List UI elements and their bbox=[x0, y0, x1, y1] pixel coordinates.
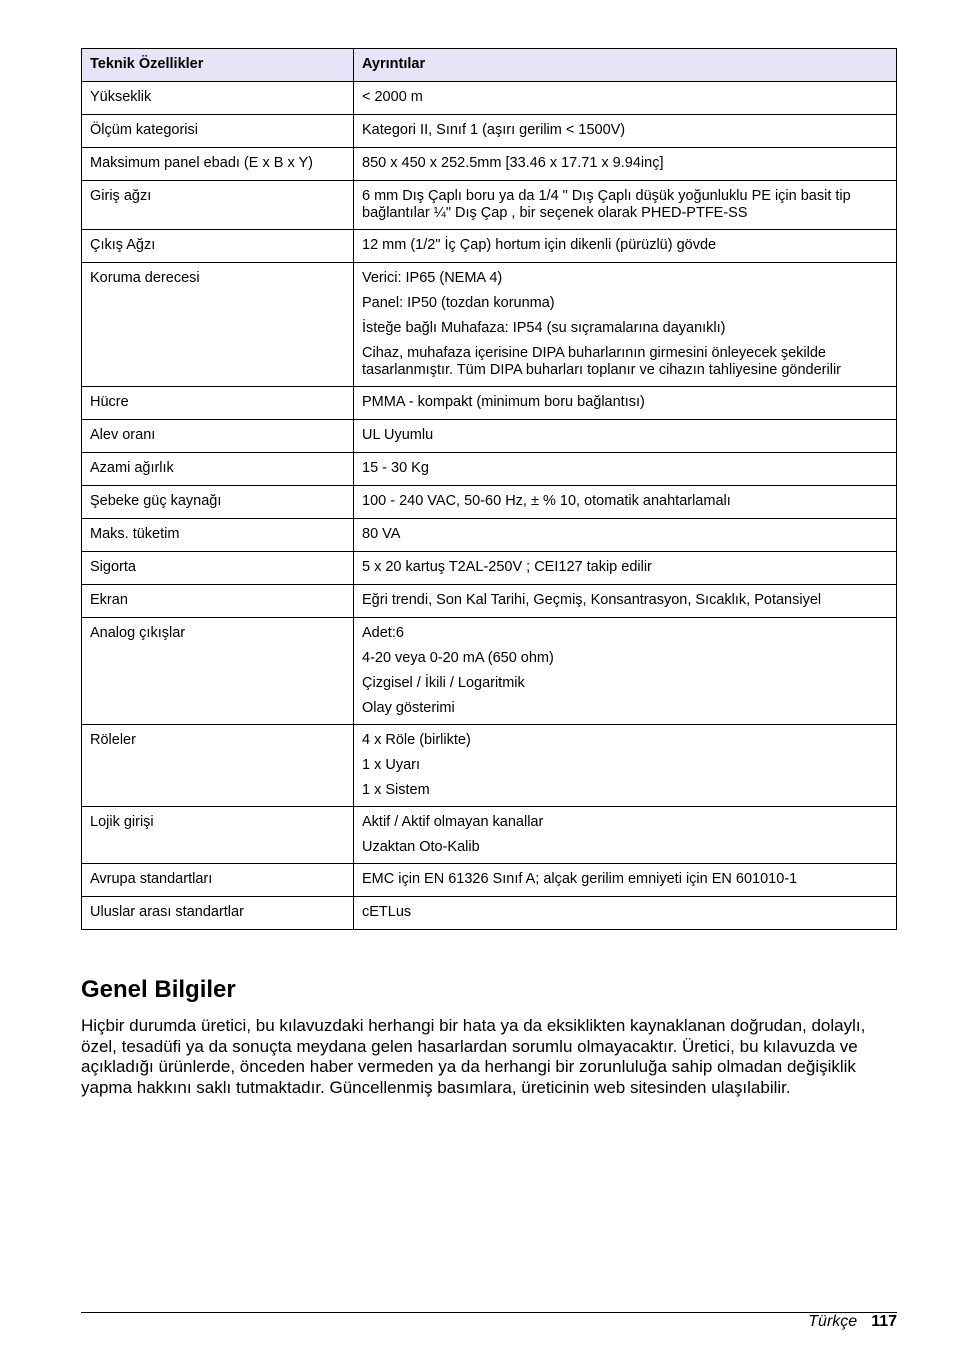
spec-details bbox=[354, 585, 897, 618]
spec-details bbox=[354, 897, 897, 930]
spec-label: Çıkış Ağzı bbox=[82, 230, 354, 263]
spec-details bbox=[354, 519, 897, 552]
spec-label: Koruma derecesi bbox=[82, 263, 354, 387]
spec-label: Şebeke güç kaynağı bbox=[82, 486, 354, 519]
spec-label: Yükseklik bbox=[82, 82, 354, 115]
spec-label: Ekran bbox=[82, 585, 354, 618]
detail-line: cETLus bbox=[362, 904, 412, 920]
spec-label: Maks. tüketim bbox=[82, 519, 354, 552]
table-row bbox=[82, 552, 897, 585]
table-row bbox=[82, 453, 897, 486]
spec-label: Alev oranı bbox=[82, 420, 354, 453]
table-row bbox=[82, 420, 897, 453]
spec-details bbox=[354, 486, 897, 519]
detail-line: < 2000 m bbox=[362, 89, 423, 105]
specifications-table bbox=[81, 48, 897, 930]
spec-label: Azami ağırlık bbox=[82, 453, 354, 486]
table-row bbox=[82, 864, 897, 897]
detail-line: 1 x Uyarı bbox=[362, 757, 421, 773]
header-specification: Teknik Özellikler bbox=[82, 49, 354, 82]
detail-line: 6 mm Dış Çaplı boru ya da 1/4 " Dış Çaplı düşük yoğunluklu PE için basit tip bağlantılar ¼" Dış Çap , bir seçenek olarak PHED-PTFE-SS bbox=[362, 188, 851, 221]
spec-label: Uluslar arası standartlar bbox=[82, 897, 354, 930]
detail-line: 4 x Röle (birlikte) bbox=[362, 732, 471, 748]
table-row bbox=[82, 618, 897, 725]
footer-language: Türkçe bbox=[808, 1313, 858, 1330]
section-heading: Genel Bilgiler bbox=[81, 976, 236, 1003]
header-details: Ayrıntılar bbox=[354, 49, 897, 82]
spec-label: Sigorta bbox=[82, 552, 354, 585]
detail-line: 15 - 30 Kg bbox=[362, 460, 429, 476]
detail-line: 80 VA bbox=[362, 526, 401, 542]
table-body bbox=[82, 82, 897, 930]
spec-details bbox=[354, 420, 897, 453]
table-row bbox=[82, 387, 897, 420]
footer-divider bbox=[81, 1312, 897, 1313]
spec-details bbox=[354, 725, 897, 807]
table-row bbox=[82, 519, 897, 552]
table-row bbox=[82, 486, 897, 519]
detail-line: Çizgisel / İkili / Logaritmik bbox=[362, 675, 525, 691]
table-row bbox=[82, 585, 897, 618]
detail-line: PMMA - kompakt (minimum boru bağlantısı) bbox=[362, 394, 645, 410]
page-footer bbox=[808, 1311, 897, 1333]
table-row bbox=[82, 181, 897, 230]
spec-details bbox=[354, 552, 897, 585]
spec-label: Lojik girişi bbox=[82, 807, 354, 864]
spec-details bbox=[354, 115, 897, 148]
spec-details bbox=[354, 453, 897, 486]
detail-line: EMC için EN 61326 Sınıf A; alçak gerilim emniyeti için EN 601010-1 bbox=[362, 871, 798, 887]
spec-details bbox=[354, 807, 897, 864]
table-row bbox=[82, 115, 897, 148]
spec-label: Analog çıkışlar bbox=[82, 618, 354, 725]
spec-details bbox=[354, 618, 897, 725]
table-row bbox=[82, 148, 897, 181]
detail-line: Olay gösterimi bbox=[362, 700, 455, 716]
table-row bbox=[82, 807, 897, 864]
detail-line: Kategori II, Sınıf 1 (aşırı gerilim < 1500V) bbox=[362, 122, 626, 138]
table-row bbox=[82, 725, 897, 807]
detail-line: Eğri trendi, Son Kal Tarihi, Geçmiş, Konsantrasyon, Sıcaklık, Potansiyel bbox=[362, 592, 822, 608]
detail-line: Adet:6 bbox=[362, 625, 404, 641]
spec-details bbox=[354, 387, 897, 420]
spec-details bbox=[354, 864, 897, 897]
spec-details bbox=[354, 230, 897, 263]
spec-details bbox=[354, 82, 897, 115]
table-row bbox=[82, 263, 897, 387]
table-row bbox=[82, 897, 897, 930]
table-row bbox=[82, 230, 897, 263]
spec-details bbox=[354, 148, 897, 181]
page-number: 117 bbox=[871, 1313, 897, 1330]
spec-label: Avrupa standartları bbox=[82, 864, 354, 897]
detail-line: İsteğe bağlı Muhafaza: IP54 (su sıçramalarına dayanıklı) bbox=[362, 320, 726, 336]
detail-line: 5 x 20 kartuş T2AL-250V ; CEI127 takip edilir bbox=[362, 559, 652, 575]
table-header-row bbox=[82, 49, 897, 82]
spec-label: Maksimum panel ebadı (E x B x Y) bbox=[82, 148, 354, 181]
detail-line: 4-20 veya 0-20 mA (650 ohm) bbox=[362, 650, 554, 666]
section-paragraph: Hiçbir durumda üretici, bu kılavuzdaki herhangi bir hata ya da eksiklikten kaynaklanan doğrudan, dolaylı, özel, tesadüfi ya da sonuçta meydana gelen hasarlardan sorumlu olmayacaktır. Üretici, bu kılavuzda ve açıkladığı ürünlerde, önceden haber vermeden ya da herhangi bir zorunluluğa sahip olmadan değişiklik yapma hakkını saklı tutmaktadır. Güncellenmiş basımlara, üreticinin web sitesinden ulaşılabilir. bbox=[81, 1016, 866, 1097]
detail-line: 12 mm (1/2" İç Çap) hortum için dikenli (pürüzlü) gövde bbox=[362, 237, 717, 253]
spec-label: Hücre bbox=[82, 387, 354, 420]
spec-label: Ölçüm kategorisi bbox=[82, 115, 354, 148]
detail-line: 100 - 240 VAC, 50-60 Hz, ± % 10, otomatik anahtarlamalı bbox=[362, 493, 731, 509]
spec-label: Giriş ağzı bbox=[82, 181, 354, 230]
detail-line: Aktif / Aktif olmayan kanallar bbox=[362, 814, 544, 830]
spec-details bbox=[354, 181, 897, 230]
detail-line: Cihaz, muhafaza içerisine DIPA buharlarının girmesini önleyecek şekilde tasarlanmıştır. Tüm DIPA buharları toplanır ve cihazın tahliyesine gönderilir bbox=[362, 345, 841, 378]
spec-details bbox=[354, 263, 897, 387]
detail-line: 1 x Sistem bbox=[362, 782, 430, 798]
detail-line: Panel: IP50 (tozdan korunma) bbox=[362, 295, 555, 311]
spec-label: Röleler bbox=[82, 725, 354, 807]
detail-line: UL Uyumlu bbox=[362, 427, 434, 443]
detail-line: 850 x 450 x 252.5mm [33.46 x 17.71 x 9.94inç] bbox=[362, 155, 664, 171]
table-row bbox=[82, 82, 897, 115]
detail-line: Verici: IP65 (NEMA 4) bbox=[362, 270, 503, 286]
detail-line: Uzaktan Oto-Kalib bbox=[362, 839, 480, 855]
